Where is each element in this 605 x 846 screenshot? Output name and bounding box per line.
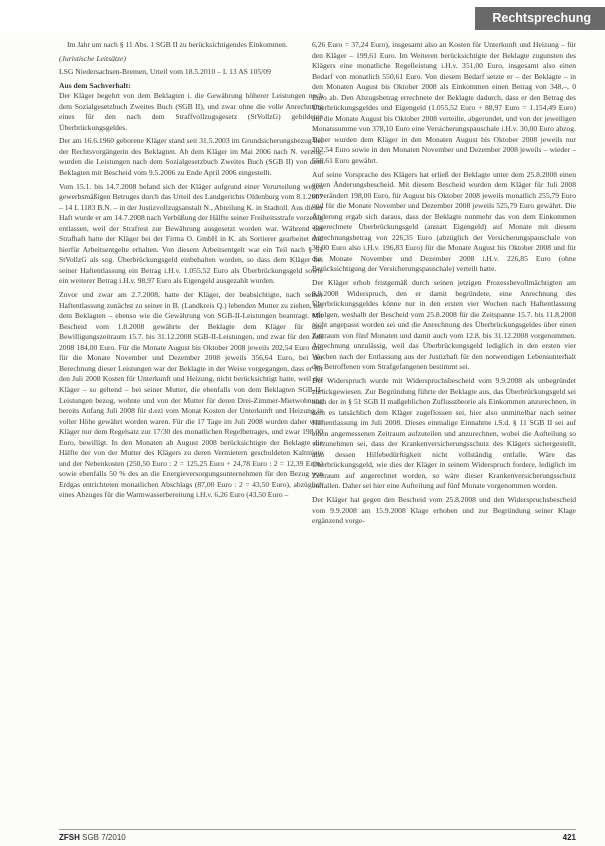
paragraph: 6,26 Euro = 37,24 Euro), insgesamt also an Kosten für Unterkunft und Heizung – für den Kläger – 199,61 Euro. Im Weiteren berücksichtigte der Beklagte zugunsten des Klägers eine monatliche Regelleistung i.H.v. 351,00 Euro, insgesamt also einen Bedarf von monatlich 550,61 Euro. Von diesem Bedarf setzte er – der Beklagte – in den Monaten August bis Oktober 2008 als Einkommen einen Betrag von 348,–, 0 Euro ab. Den Abzugsbetrag errechnete der Beklagte dadurch, dass er den Betrag des Überbrückungsgeldes und Eigengeld (1.055,52 Euro + 88,97 Euro = 1.154,49 Euro) auf die Monate August bis Oktober 2008 verteilte, abgerundet, und von der jeweiligen Monatssumme von 378,10 Euro eine Versicherungspauschale i.H.v. 30,00 Euro abzog. Daher wurden dem Kläger in den Monaten August bis Oktober 2008 jeweils nur 202,54 Euro sowie in den Monaten November und Dezember 2008 jeweils – wieder – 550,61 Euro gewährt. <box>312 40 576 166</box>
footer-divider <box>59 829 576 830</box>
paragraph: Der am 16.6.1960 geborene Kläger stand seit 31.5.2003 im Grundsicherungsbezug bei der Rechtsvorgängerin des Beklagten. Ab dem Kläger im Mai 2006 nach N. verzog, wurden die Leistungen nach dem Sozialgesetzbuch Zweites Buch (SGB II) von dem Beklagten mit Bescheid vom 9.5.2006 zu Ende April 2006 eingestellt. <box>59 136 323 178</box>
paragraph: Auf seine Vorsprache des Klägers hat erließ der Beklagte unter dem 25.8.2008 einen ersten Änderungsbescheid. Mit diesem Bescheid wurden dem Kläger für Juli 2008 unverändert 198,00 Euro, für August bis Oktober 2008 jeweils monatlich 255,79 Euro und für die Monate November und Dezember 2008 jeweils 525,79 Euro gewährt. Die Änderung ergab sich daraus, dass der Beklagte nunmehr das von dem Einkommen angerechnete Überbrückungsgeld (anstatt Eigengeld) auf Monate mit diesem Anrechnungsbetrag von 226,35 Euro (abzüglich der Versicherungspauschale von 30,00 Euro also i.H.v. 196,83 Euro) für die Monate August bis Oktober 2008 und für die Monate November und Dezember 2008 i.H.v. 226,85 Euro (ohne Berücksichtigung der Versicherungspauschale) verteilt hatte. <box>312 169 576 274</box>
paragraph: Der Kläger hat gegen den Bescheid vom 25.8.2008 und den Widerspruchsbescheid vom 9.9.2008 am 15.9.2008 Klage erhoben und zur Begründung seiner Klage ergänzend vorge- <box>312 494 576 526</box>
paragraph: Der Kläger erhob fristgemäß durch seinen jetzigen Prozessbevollmächtigten am 8.9.2008 Widerspruch, den er damit begründete, eine Anrechnung des Überbrückungsgeldes könne nur in den ersten vier Wochen nach Haftentlassung erfolgen, weshalb der Bescheid vom 25.8.2008 für die Zeitspanne 15.7. bis 11.8.2008 nicht angepasst worden sei und die Anrechnung des Überbrückungsgeldes über einen Zeitraum von fünf Monaten und damit auch vom 12.8. bis 31.12.2008 vorgenommen. Anrechnung unzulässig, weil das Überbrückungsgeld lediglich in den ersten vier Wochen nach der Entlassung aus der Justizhaft für den notwendigen Lebensunterhalt des Betroffenen vom Strafgefangenen bestimmt sei. <box>312 278 576 372</box>
court-reference: LSG Niedersachsen-Bremen, Urteil vom 18.5.2010 – L 13 AS 105/09 <box>59 67 271 77</box>
source-label: (Juristische Leitsätze) <box>59 53 126 63</box>
section-label: Rechtsprechung <box>475 7 605 30</box>
facts-heading: Aus dem Sachverhalt: <box>59 80 131 90</box>
page-header <box>0 0 605 33</box>
page-number: 421 <box>562 833 576 842</box>
issue-label: SGB 7/2010 <box>82 833 126 842</box>
right-column <box>312 40 576 530</box>
intro-text: Im Jahr um nach § 11 Abs. 1 SGB II zu berücksichtigendes Einkommen. <box>67 40 288 49</box>
magazine-name: ZFSH <box>59 833 80 842</box>
left-column <box>59 40 323 504</box>
paragraph: Vom 15.1. bis 14.7.2008 befand sich der Kläger aufgrund einer Verurteilung wegen gewerbsmäßigen Betruges durch das Urteil des Landgerichts Oldenburg vom 8.1.2007 – 14 L 1183 B.N. – in der Justizvollzugsanstalt N., Abteilung K. in Stadtoll. Aus dieser Haft wurde er am 14.7.2008 nach Verbüßung der Hälfte seiner Freiheitsstrafe vorzeitig entlassen, weil der Strafrest zur Bewährung ausgesetzt worden war. Während der Strafhaft hatte der Kläger bei der Firma O. GmbH in K. als Sortierer gearbeitet und hierfür Arbeitsentgelte erhalten. Von diesem Arbeitsentgelt war ein Teil nach § 51 StVollzG als sog. Überbrückungsgeld einbehalten worden, so dass dem Kläger bei seiner Haftentlassung ein Betrag i.H.v. 1.055,52 Euro als Überbrückungsgeld sowie ein weiterer Betrag i.H.v. 98,97 Euro als Eigengeld ausgezahlt wurden. <box>59 181 323 286</box>
footer-journal <box>59 833 126 842</box>
paragraph: Der Kläger begehrt von dem Beklagten i. die Gewährung höherer Leistungen nach dem Sozialgesetzbuch Zweites Buch (SGB II), und zwar ohne die volle Anrechnung eines für den nach dem Straffvollzugsgesetz (StVollzG) gebildeten Überbrückungsgeldes. <box>59 91 323 132</box>
paragraph: Der Widerspruch wurde mit Widerspruchsbescheid vom 9.9.2008 als unbegründet zurückgewiesen. Zur Begründung führte der Beklagte aus, das Überbrückungsgeld sei nach der in § 51 SGB II maßgeblichen Zuflusstheorie als Einkommen anzurechnen, in dem es tatsächlich dem Kläger zugeflossen sei, hier also unmittelbar nach seiner Haftentlassung im Juli 2008. Dieses einmalige Einnahme i.S.d. § 11 SGB II sei auf einen angemessenen Zeitraum aufzuteilen und anzurechnen, wobei die Aufteilung so vorzunehmen sei, dass der Krankenversicherungsschutz des Klägers sichergestellt, also dessen Hilfebedürftigkeit nicht vollständig entfalle. Wäre das Überbrückungsgeld, wie dies der Kläger in seinem Widerspruch fordere, lediglich im Zeitraum auf angerechnet worden, so wäre dieser Krankenversicherungsschutz entfallen. Daher sei hier eine Aufteilung auf fünf Monate vorgenommen worden. <box>312 375 576 491</box>
paragraph: Zuvor und zwar am 2.7.2008, hatte der Kläger, der beabsichtigte, nach seiner Haftentlassung zunächst zu seiner in B. (Landkreis Q.) lebenden Mutter zu ziehen, bei dem Beklagten – ebenso wie die Gewährung von SGB-II-Leistungen beantragt. Mit Bescheid vom 1.8.2008 gewährte der Beklagte dem Kläger für den Bewilligungszeitraum 15.7. bis 31.12.2008 SGB-II-Leistungen, und zwar für den Juli 2008 184,00 Euro. Für die Monate August bis Oktober 2008 jeweils 202,54 Euro und für die Monate November und Dezember 2008 jeweils 356,64 Euro, bei der Berechnung dieser Leistungen war der Beklagte in der Weise vorgegangen, dass er für den Juli 2008 Kosten für Unterkunft und Heizung, nicht berücksichtigt hatte, weil der Kläger – so geltend – bei seiner Mutter, die ebenfalls von dem Beklagten SGB-II-Leistungen bezog, wohnte und von der Mutter für deren Drei-Zimmer-Mietwohnung bereits Anfang Juli 2008 für d.ezi vom Monat Kosten der Unterkunft und Heizung in voller Höhe gewährt worden waren. Für die 17 Tage im Juli 2008 wurden daher vom Kläger nur dem Regelsatz zur 17/30 des monatlichen Regelbetrages, und zwar 198,00 Euro, bewilligt. In den Monaten ab August 2008 berücksichtigte der Beklagte die Hälfte der von der Mutter des Klägers zu deren Vermietern geschuldeten Kaltmiete und der Nebenkosten (250,50 Euro : 2 = 125,25 Euro + 24,78 Euro : 2 = 12,39 Euro) sowie ebenfalls 50 % des an die Energieversorgungsunternehmen für den Bezug von Erdgas entrichteten monatlichen Abschlags (87,00 Euro : 2 = 43,50 Euro), abzüglich eines Abzuges für die Warmwasserbereitung i.H.v. 6,26 Euro (43,50 Euro – <box>59 290 323 500</box>
